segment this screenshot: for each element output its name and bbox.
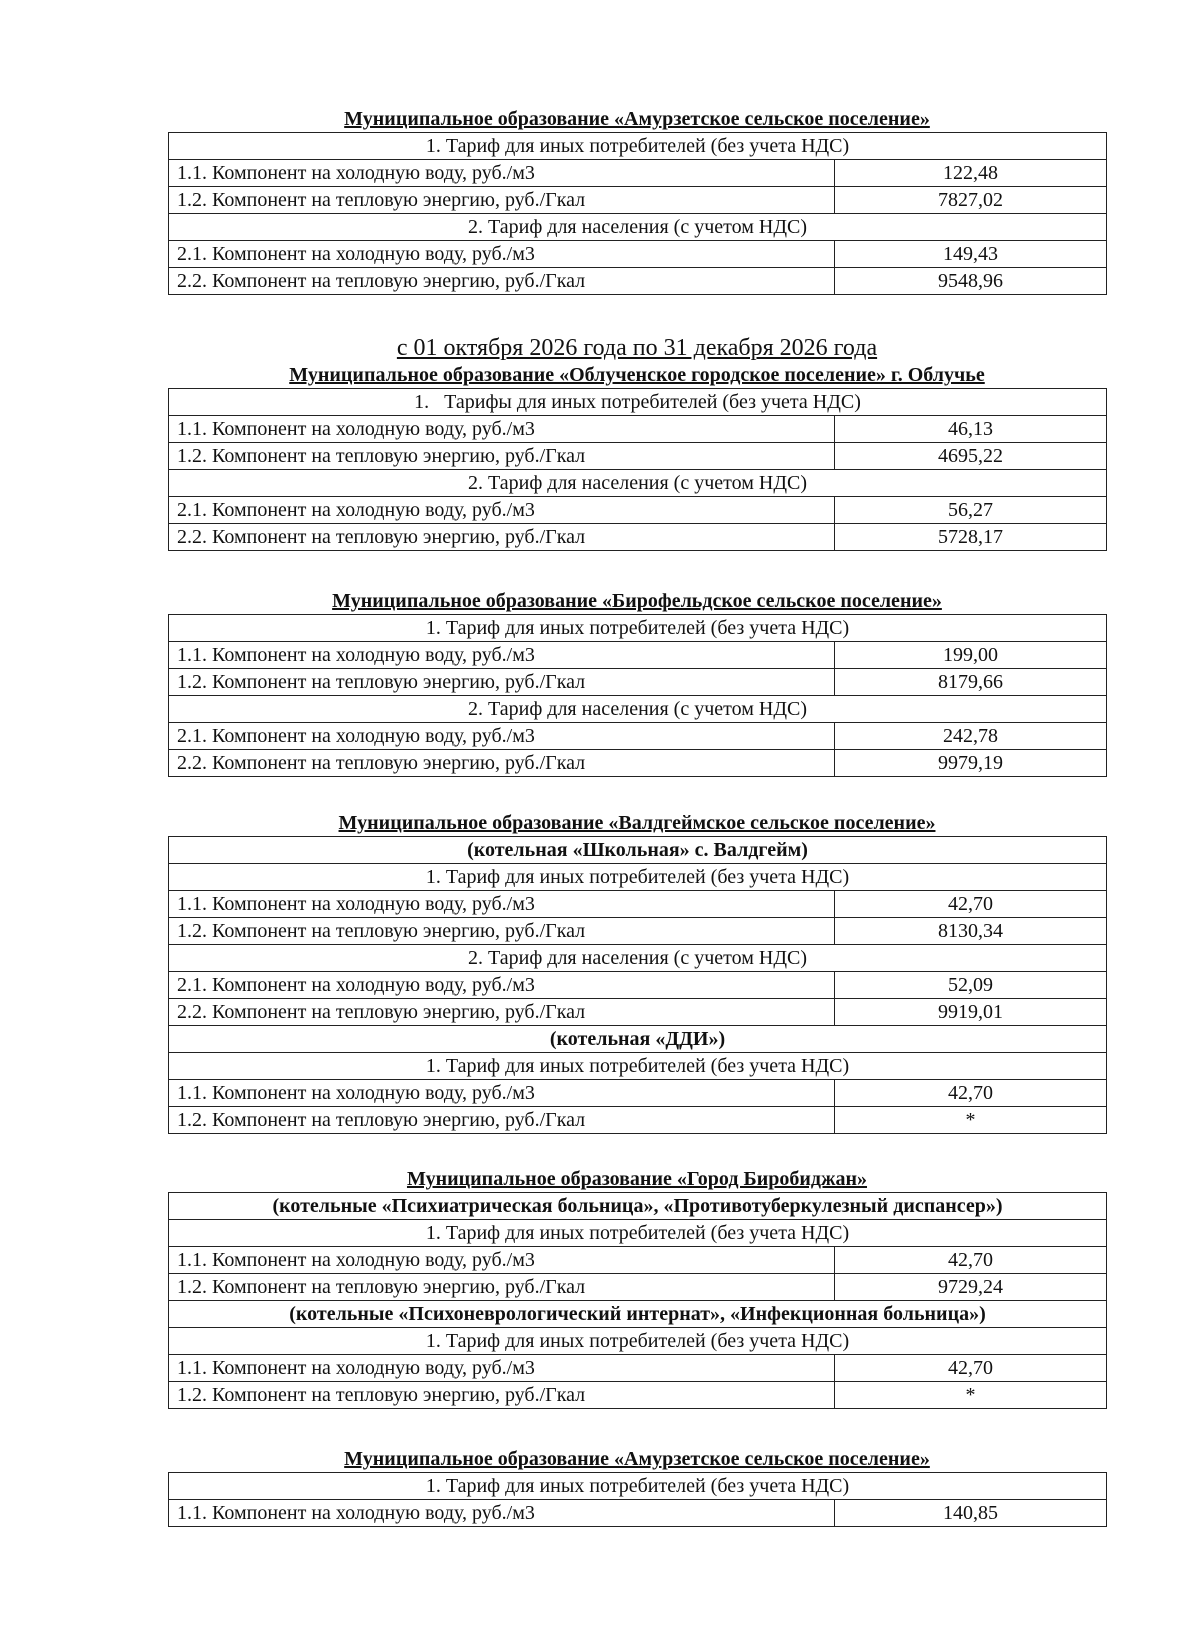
section-birofeld bbox=[168, 588, 1106, 777]
header-cell: 1. Тариф для иных потребителей (без учета НДС) bbox=[169, 615, 1107, 642]
table-header-row bbox=[169, 1473, 1107, 1500]
value-cell: 42,70 bbox=[835, 891, 1107, 918]
label-cell: 1.2. Компонент на тепловую энергию, руб./Гкал bbox=[169, 918, 835, 945]
label-cell: 1.2. Компонент на тепловую энергию, руб./Гкал bbox=[169, 1274, 835, 1301]
header-cell: 1. Тарифы для иных потребителей (без учета НДС) bbox=[169, 389, 1107, 416]
section-title: Муниципальное образование «Город Биробиджан» bbox=[406, 1168, 868, 1190]
header-cell: 1. Тариф для иных потребителей (без учета НДС) bbox=[169, 133, 1107, 160]
header-cell: 2. Тариф для населения (с учетом НДС) bbox=[169, 696, 1107, 723]
table-row bbox=[169, 723, 1107, 750]
section-title: Муниципальное образование «Бирофельдское сельское поселение» bbox=[332, 590, 942, 612]
label-cell: 1.1. Компонент на холодную воду, руб./м3 bbox=[169, 416, 835, 443]
value-cell: 8179,66 bbox=[835, 669, 1107, 696]
table-row bbox=[169, 669, 1107, 696]
value-cell: 42,70 bbox=[835, 1247, 1107, 1274]
table-row bbox=[169, 642, 1107, 669]
table-header-row bbox=[169, 133, 1107, 160]
header-cell: 2. Тариф для населения (с учетом НДС) bbox=[169, 214, 1107, 241]
header-cell: 1. Тариф для иных потребителей (без учета НДС) bbox=[169, 864, 1107, 891]
section-title: Муниципальное образование «Валдгеймское сельское поселение» bbox=[338, 812, 936, 834]
value-cell: 7827,02 bbox=[835, 187, 1107, 214]
label-cell: 2.1. Компонент на холодную воду, руб./м3 bbox=[169, 723, 835, 750]
table-row bbox=[169, 497, 1107, 524]
value-cell: * bbox=[835, 1382, 1107, 1409]
label-cell: 2.2. Компонент на тепловую энергию, руб./Гкал bbox=[169, 999, 835, 1026]
value-cell: 9729,24 bbox=[835, 1274, 1107, 1301]
tariff-table bbox=[168, 388, 1107, 551]
value-cell: 9919,01 bbox=[835, 999, 1107, 1026]
table-header-row bbox=[169, 1220, 1107, 1247]
value-cell: 52,09 bbox=[835, 972, 1107, 999]
table-row bbox=[169, 524, 1107, 551]
table-row bbox=[169, 999, 1107, 1026]
period-title: с 01 октября 2026 года по 31 декабря 2026 года bbox=[396, 335, 878, 361]
header-cell: 2. Тариф для населения (с учетом НДС) bbox=[169, 945, 1107, 972]
label-cell: 1.1. Компонент на холодную воду, руб./м3 bbox=[169, 160, 835, 187]
value-cell: 4695,22 bbox=[835, 443, 1107, 470]
table-subheader-row bbox=[169, 837, 1107, 864]
table-header-row bbox=[169, 615, 1107, 642]
table-header-row bbox=[169, 945, 1107, 972]
header-cell: 1. Тариф для иных потребителей (без учета НДС) bbox=[169, 1220, 1107, 1247]
table-row bbox=[169, 416, 1107, 443]
label-cell: 1.1. Компонент на холодную воду, руб./м3 bbox=[169, 1500, 835, 1527]
table-subheader-row bbox=[169, 1193, 1107, 1220]
table-row bbox=[169, 891, 1107, 918]
table-subheader-row bbox=[169, 1026, 1107, 1053]
subheader-cell: (котельная «ДДИ») bbox=[169, 1026, 1107, 1053]
label-cell: 1.2. Компонент на тепловую энергию, руб./Гкал bbox=[169, 187, 835, 214]
table-header-row bbox=[169, 864, 1107, 891]
label-cell: 1.1. Компонент на холодную воду, руб./м3 bbox=[169, 1247, 835, 1274]
label-cell: 1.1. Компонент на холодную воду, руб./м3 bbox=[169, 891, 835, 918]
label-cell: 2.1. Компонент на холодную воду, руб./м3 bbox=[169, 497, 835, 524]
value-cell: * bbox=[835, 1107, 1107, 1134]
tariff-table bbox=[168, 836, 1107, 1134]
value-cell: 9979,19 bbox=[835, 750, 1107, 777]
value-cell: 42,70 bbox=[835, 1080, 1107, 1107]
table-row bbox=[169, 241, 1107, 268]
section-amurzet-2 bbox=[168, 1446, 1106, 1527]
table-row bbox=[169, 1355, 1107, 1382]
table-row bbox=[169, 1500, 1107, 1527]
value-cell: 122,48 bbox=[835, 160, 1107, 187]
label-cell: 1.1. Компонент на холодную воду, руб./м3 bbox=[169, 1080, 835, 1107]
label-cell: 1.1. Компонент на холодную воду, руб./м3 bbox=[169, 642, 835, 669]
table-header-row bbox=[169, 470, 1107, 497]
table-row bbox=[169, 268, 1107, 295]
value-cell: 242,78 bbox=[835, 723, 1107, 750]
table-row bbox=[169, 1247, 1107, 1274]
table-row bbox=[169, 443, 1107, 470]
label-cell: 1.2. Компонент на тепловую энергию, руб./Гкал bbox=[169, 669, 835, 696]
table-row bbox=[169, 1107, 1107, 1134]
section-title: Муниципальное образование «Амурзетское сельское поселение» bbox=[344, 108, 930, 130]
tariff-table bbox=[168, 614, 1107, 777]
label-cell: 2.1. Компонент на холодную воду, руб./м3 bbox=[169, 241, 835, 268]
label-cell: 2.2. Компонент на тепловую энергию, руб./Гкал bbox=[169, 524, 835, 551]
table-row bbox=[169, 1080, 1107, 1107]
label-cell: 1.1. Компонент на холодную воду, руб./м3 bbox=[169, 1355, 835, 1382]
table-header-row bbox=[169, 696, 1107, 723]
subheader-cell: (котельные «Психиатрическая больница», «Противотуберкулезный диспансер») bbox=[169, 1193, 1107, 1220]
value-cell: 140,85 bbox=[835, 1500, 1107, 1527]
label-cell: 2.1. Компонент на холодную воду, руб./м3 bbox=[169, 972, 835, 999]
section-title: Муниципальное образование «Облученское городское поселение» г. Облучье bbox=[289, 364, 985, 386]
header-cell: 1. Тариф для иных потребителей (без учета НДС) bbox=[169, 1328, 1107, 1355]
value-cell: 9548,96 bbox=[835, 268, 1107, 295]
table-header-row bbox=[169, 1328, 1107, 1355]
tariff-table bbox=[168, 132, 1107, 295]
section-amurzet-1 bbox=[168, 106, 1106, 295]
value-cell: 5728,17 bbox=[835, 524, 1107, 551]
table-header-row bbox=[169, 214, 1107, 241]
label-cell: 1.2. Компонент на тепловую энергию, руб./Гкал bbox=[169, 1107, 835, 1134]
label-cell: 2.2. Компонент на тепловую энергию, руб./Гкал bbox=[169, 750, 835, 777]
table-row bbox=[169, 1382, 1107, 1409]
value-cell: 46,13 bbox=[835, 416, 1107, 443]
label-cell: 1.2. Компонент на тепловую энергию, руб./Гкал bbox=[169, 443, 835, 470]
value-cell: 199,00 bbox=[835, 642, 1107, 669]
table-row bbox=[169, 918, 1107, 945]
value-cell: 56,27 bbox=[835, 497, 1107, 524]
tariff-table bbox=[168, 1472, 1107, 1527]
subheader-cell: (котельные «Психоневрологический интернат», «Инфекционная больница») bbox=[169, 1301, 1107, 1328]
table-header-row bbox=[169, 389, 1107, 416]
table-subheader-row bbox=[169, 1301, 1107, 1328]
table-row bbox=[169, 972, 1107, 999]
table-row bbox=[169, 750, 1107, 777]
label-cell: 2.2. Компонент на тепловую энергию, руб./Гкал bbox=[169, 268, 835, 295]
section-birobidzhan bbox=[168, 1166, 1106, 1409]
header-cell: 1. Тариф для иных потребителей (без учета НДС) bbox=[169, 1473, 1107, 1500]
table-row bbox=[169, 160, 1107, 187]
value-cell: 8130,34 bbox=[835, 918, 1107, 945]
value-cell: 149,43 bbox=[835, 241, 1107, 268]
section-valdgeim bbox=[168, 810, 1106, 1134]
header-cell: 1. Тариф для иных потребителей (без учета НДС) bbox=[169, 1053, 1107, 1080]
header-cell: 2. Тариф для населения (с учетом НДС) bbox=[169, 470, 1107, 497]
table-row bbox=[169, 187, 1107, 214]
table-header-row bbox=[169, 1053, 1107, 1080]
section-obluchye bbox=[168, 334, 1106, 551]
subheader-cell: (котельная «Школьная» с. Валдгейм) bbox=[169, 837, 1107, 864]
table-row bbox=[169, 1274, 1107, 1301]
label-cell: 1.2. Компонент на тепловую энергию, руб./Гкал bbox=[169, 1382, 835, 1409]
value-cell: 42,70 bbox=[835, 1355, 1107, 1382]
section-title: Муниципальное образование «Амурзетское сельское поселение» bbox=[344, 1448, 930, 1470]
tariff-table bbox=[168, 1192, 1107, 1409]
